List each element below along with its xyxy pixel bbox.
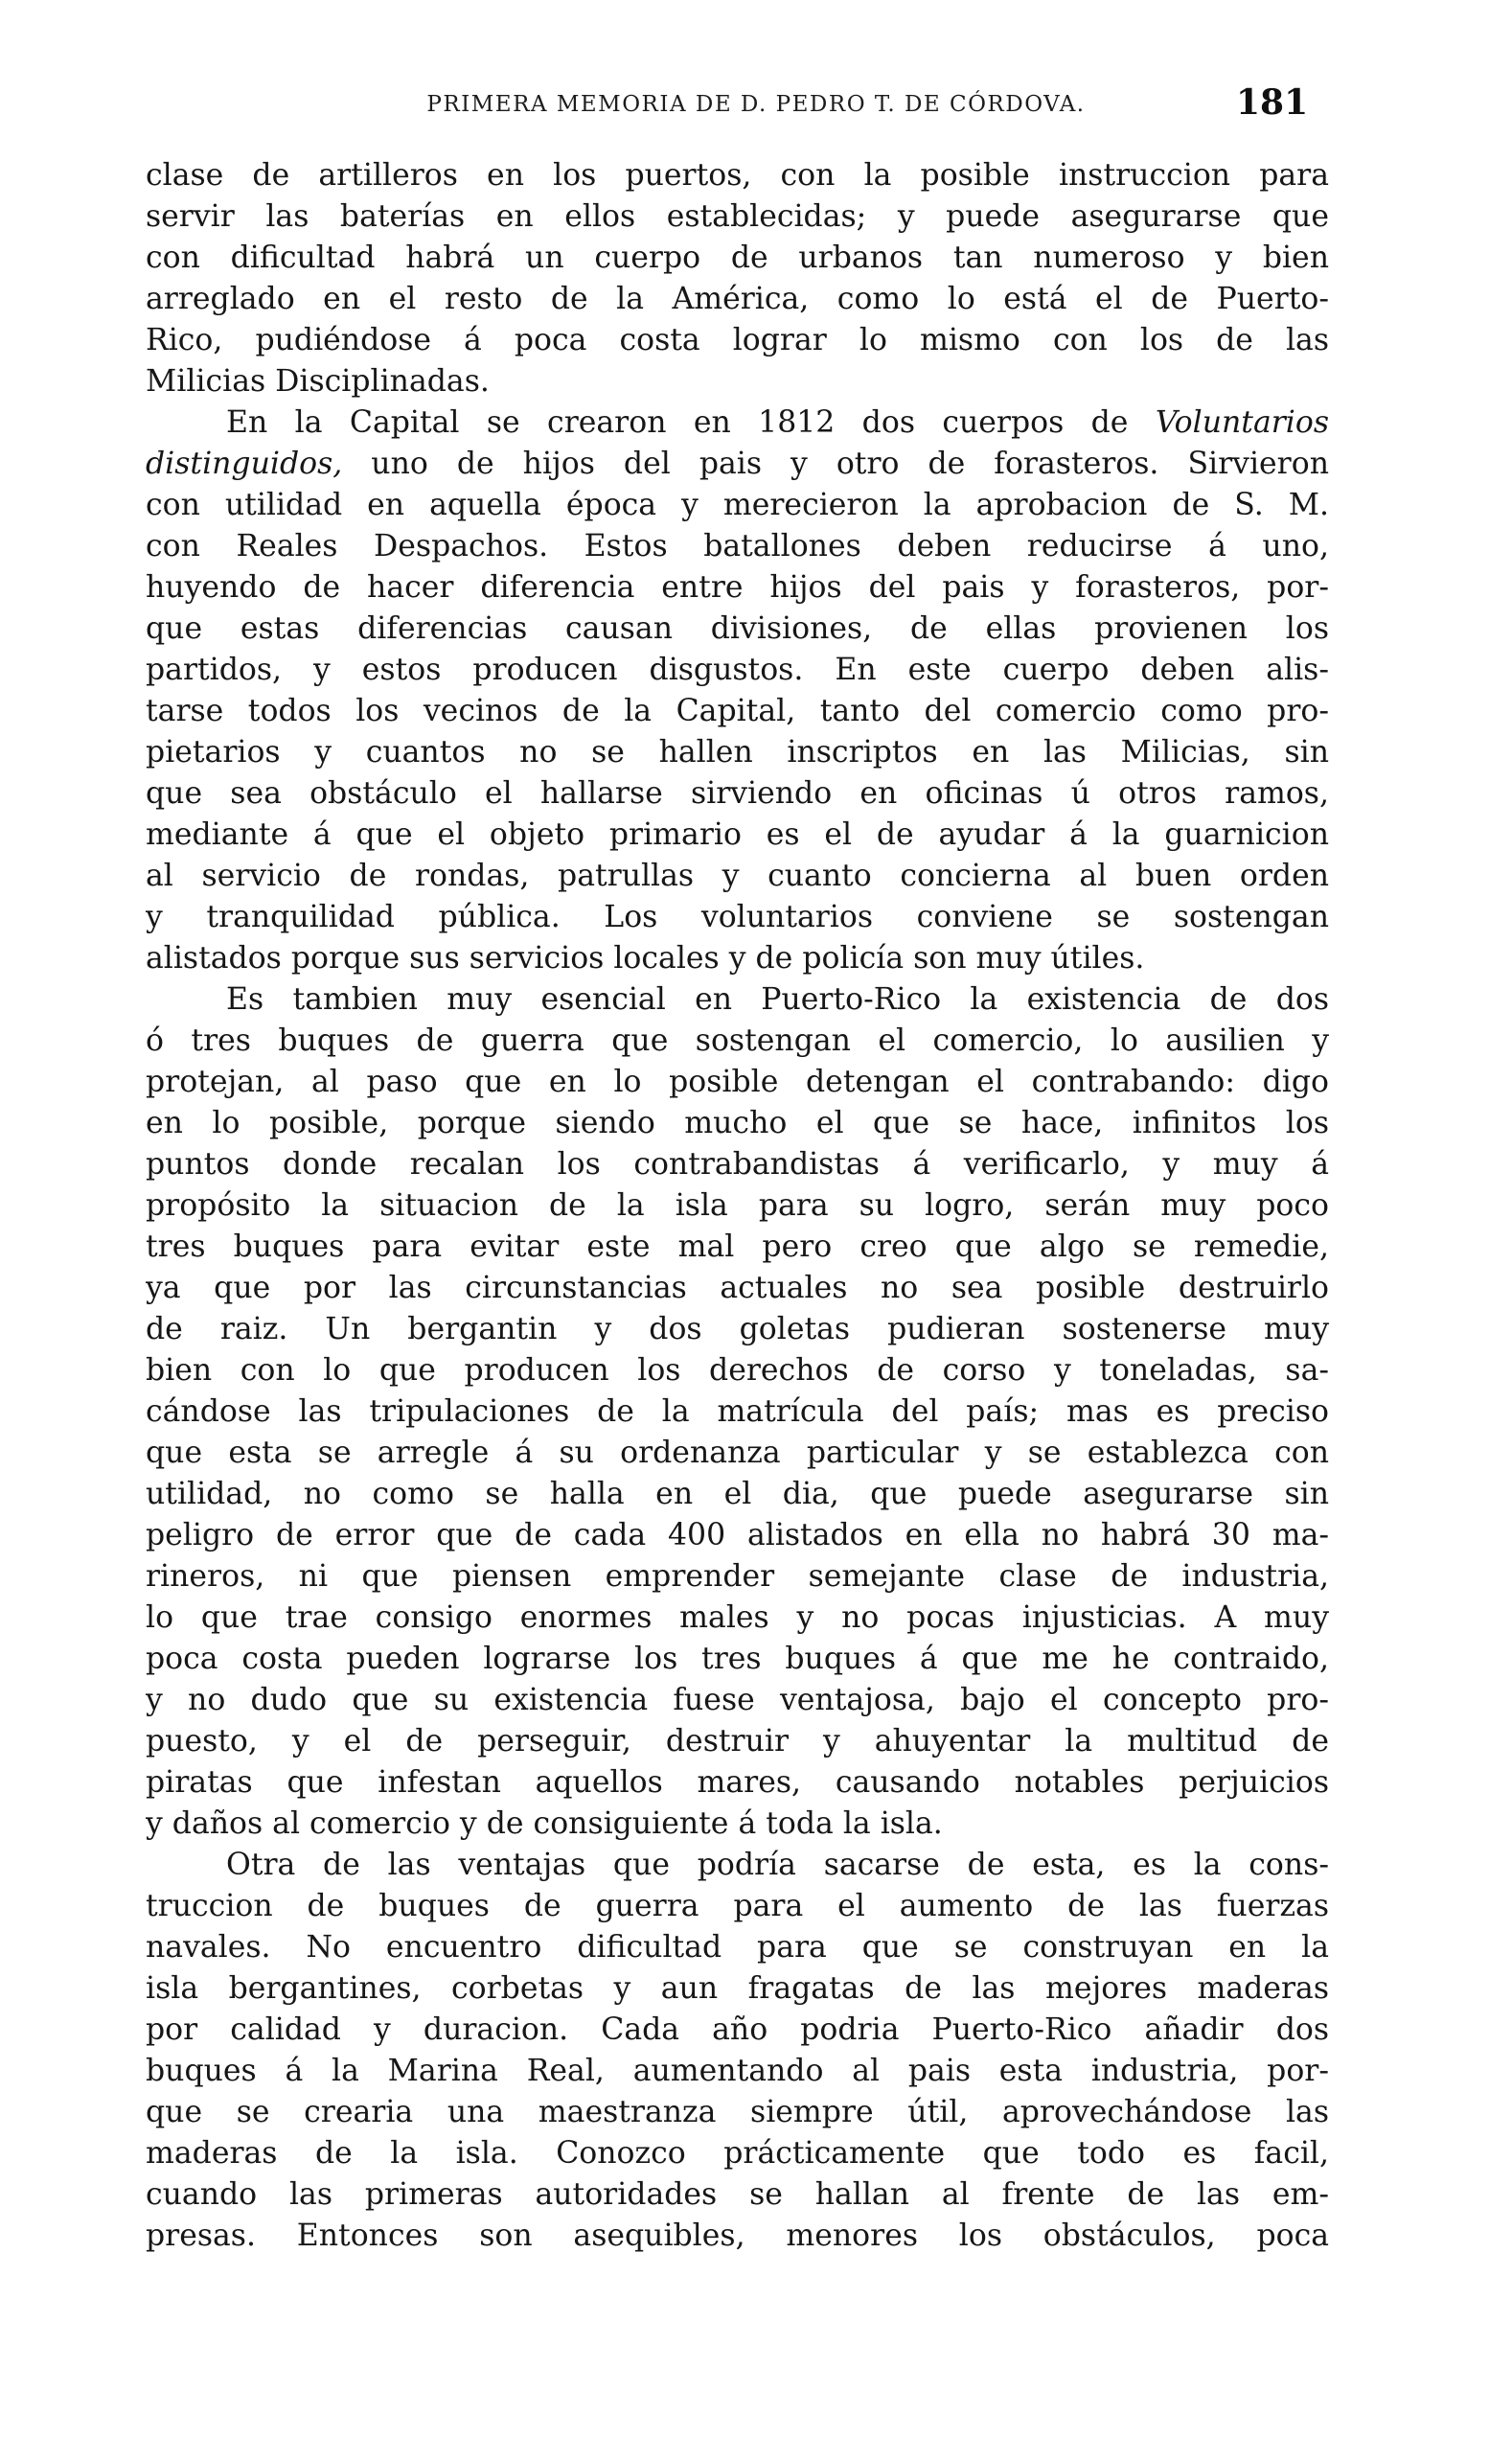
text-line: maderas de la isla. Conozco prácticamente que todo es facil,: [146, 2136, 1329, 2171]
running-title: PRIMERA MEMORIA DE D. PEDRO T. DE CÓRDOVA.: [426, 92, 1086, 117]
text-line: Es tambien muy esencial en Puerto-Rico la existencia de dos: [226, 982, 1329, 1017]
text-line: por calidad y duracion. Cada año podria Puerto-Rico añadir dos: [146, 2012, 1329, 2047]
text-line: clase de artilleros en los puertos, con la posible instruccion para: [146, 158, 1329, 193]
text-line: [146, 402, 1329, 444]
text-line: y daños al comercio y de consiguiente á toda la isla.: [146, 1806, 943, 1841]
text-line: protejan, al paso que en lo posible detengan el contrabando: digo: [146, 1065, 1329, 1099]
italic-term: distinguidos,: [146, 447, 343, 481]
text-line: huyendo de hacer diferencia entre hijos del pais y forasteros, por-: [146, 570, 1329, 605]
text-line: con Reales Despachos. Estos batallones deben reducirse á uno,: [146, 529, 1329, 563]
text-line: servir las baterías en ellos establecidas; y puede asegurarse que: [146, 199, 1329, 234]
page-number: 181: [1236, 82, 1309, 123]
text-line: que estas diferencias causan divisiones, de ellas provienen los: [146, 611, 1329, 646]
text-line: tarse todos los vecinos de la Capital, tanto del comercio como pro-: [146, 694, 1329, 728]
text-line: presas. Entonces son asequibles, menores los obstáculos, poca: [146, 2219, 1329, 2253]
text-line: peligro de error que de cada 400 alistados en ella no habrá 30 ma-: [146, 1518, 1329, 1552]
text-line: que sea obstáculo el hallarse sirviendo en oficinas ú otros ramos,: [146, 776, 1329, 811]
text-line: lo que trae consigo enormes males y no pocas injusticias. A muy: [146, 1600, 1329, 1635]
text-line: isla bergantines, corbetas y aun fragatas de las mejores maderas: [146, 1971, 1329, 2006]
text-line: buques á la Marina Real, aumentando al pais esta industria, por-: [146, 2054, 1329, 2088]
text-line: bien con lo que producen los derechos de corso y toneladas, sa-: [146, 1353, 1329, 1388]
text-run: uno de hijos del pais y otro de forasteros. Sirvieron: [342, 447, 1329, 481]
text-line: de raiz. Un bergantin y dos goletas pudieran sostenerse muy: [146, 1312, 1329, 1346]
text-line: tres buques para evitar este mal pero creo que algo se remedie,: [146, 1230, 1329, 1264]
text-line: arreglado en el resto de la América, como lo está el de Puerto-: [146, 282, 1329, 316]
text-line: mediante á que el objeto primario es el de ayudar á la guarnicion: [146, 817, 1329, 852]
text-line: pietarios y cuantos no se hallen inscriptos en las Milicias, sin: [146, 735, 1329, 770]
text-line: navales. No encuentro dificultad para que se construyan en la: [146, 1930, 1329, 1965]
text-line: ya que por las circunstancias actuales no sea posible destruirlo: [146, 1271, 1329, 1305]
text-line: Rico, pudiéndose á poca costa lograr lo mismo con los de las: [146, 323, 1329, 357]
italic-term: Voluntarios: [1155, 405, 1329, 440]
text-line: propósito la situacion de la isla para su logro, serán muy poco: [146, 1188, 1329, 1223]
text-line: con dificultad habrá un cuerpo de urbanos tan numeroso y bien: [146, 241, 1329, 275]
text-line: alistados porque sus servicios locales y de policía son muy útiles.: [146, 941, 1145, 976]
text-line: y no dudo que su existencia fuese ventajosa, bajo el concepto pro-: [146, 1683, 1329, 1717]
text-run: En la Capital se crearon en 1812 dos cuerpos de: [226, 405, 1156, 440]
text-line: Otra de las ventajas que podría sacarse de esta, es la cons-: [226, 1848, 1329, 1882]
text-line: con utilidad en aquella época y merecieron la aprobacion de S. M.: [146, 488, 1329, 522]
text-line: poca costa pueden lograrse los tres buques á que me he contraido,: [146, 1642, 1329, 1676]
text-line: al servicio de rondas, patrullas y cuanto concierna al buen orden: [146, 859, 1329, 893]
text-line: en lo posible, porque siendo mucho el que se hace, infinitos los: [146, 1106, 1329, 1140]
text-line: y tranquilidad pública. Los voluntarios conviene se sostengan: [146, 900, 1329, 934]
text-line: puntos donde recalan los contrabandistas á verificarlo, y muy á: [146, 1147, 1329, 1182]
text-line: que se crearia una maestranza siempre útil, aprovechándose las: [146, 2095, 1329, 2129]
body-text: [146, 155, 1329, 2257]
text-line: puesto, y el de perseguir, destruir y ahuyentar la multitud de: [146, 1724, 1329, 1759]
text-line: Milicias Disciplinadas.: [146, 364, 490, 399]
text-line: cándose las tripulaciones de la matrícula del país; mas es preciso: [146, 1394, 1329, 1429]
text-line: ó tres buques de guerra que sostengan el comercio, lo ausilien y: [146, 1023, 1329, 1058]
text-line: piratas que infestan aquellos mares, causando notables perjuicios: [146, 1765, 1329, 1800]
text-line: utilidad, no como se halla en el dia, que puede asegurarse sin: [146, 1477, 1329, 1511]
text-line: partidos, y estos producen disgustos. En este cuerpo deben alis-: [146, 653, 1329, 687]
text-line: [146, 444, 1329, 485]
running-head: [0, 75, 1512, 123]
text-line: rineros, ni que piensen emprender semejante clase de industria,: [146, 1559, 1329, 1594]
text-line: truccion de buques de guerra para el aumento de las fuerzas: [146, 1889, 1329, 1923]
text-line: que esta se arregle á su ordenanza particular y se establezca con: [146, 1436, 1329, 1470]
text-line: cuando las primeras autoridades se hallan al frente de las em-: [146, 2177, 1329, 2212]
